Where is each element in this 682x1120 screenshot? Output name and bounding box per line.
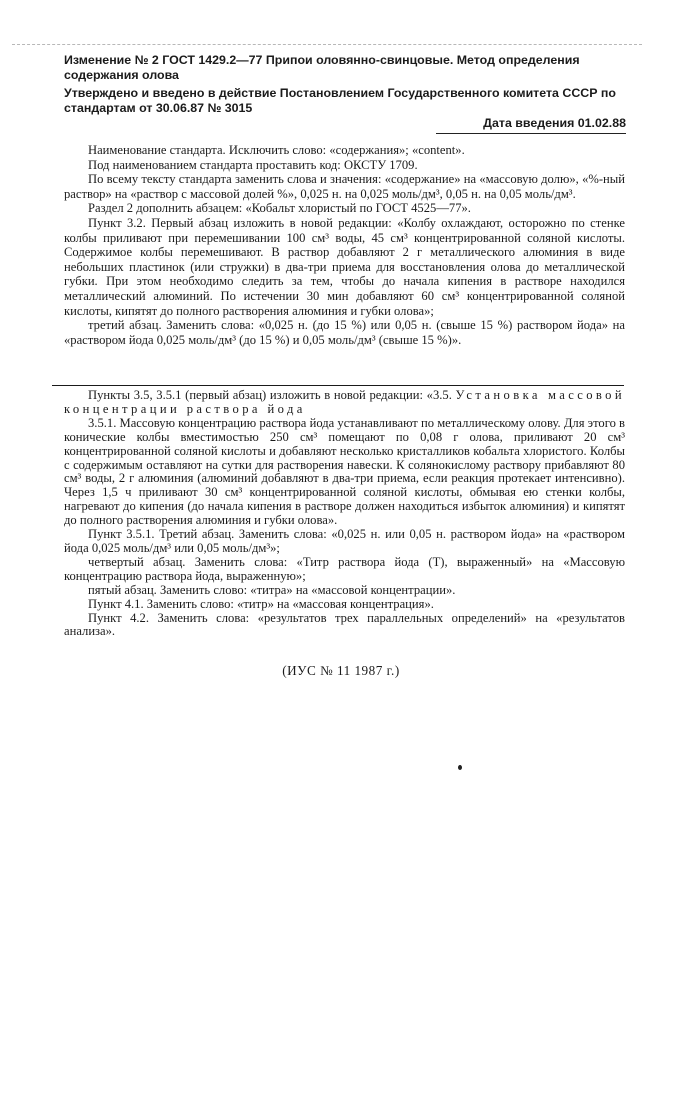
paragraph: Раздел 2 дополнить абзацем: «Кобальт хлористый по ГОСТ 4525—77».	[88, 201, 471, 216]
paragraph: четвертый абзац. Заменить слова: «Титр раствора йода (Т), выраженный» на «Массовую концентрацию раствора йода, выраженную»;	[64, 554, 625, 583]
approval-statement: Утверждено и введено в действие Постановлением Государственного комитета СССР по стандартам от 30.06.87 № 3015	[64, 86, 616, 115]
paragraph: 3.5.1. Массовую концентрацию раствора йода устанавливают по металлическому олову. Для этого в конические колбы вместимостью 250 см³ помещают по 0,08 г олова, приливают 20 см³ концентрированной соляной кислоты и добавляют несколько кристалликов кобальта хлористого. Колбы с содержимым оставляют на сутки для растворения навески. К солянокислому раствору прибавляют 80 см³ воды, 2 г алюминия (алюминий добавляют в два-три приема, если реакция протекает интенсивно). Через 1,5 ч приливают 30 см³ концентрированной соляной кислоты, обмывая ею стенки колбы, нагревают до кипения (до начала кипения в растворе должен находиться избыток алюминия) и кипятят до полного растворения алюминия и губки олова».	[64, 415, 625, 528]
paragraph: Пункт 3.2. Первый абзац изложить в новой редакции: «Колбу охлаждают, осторожно по стенке колбы приливают при перемешивании 100 см³ воды, 45 см³ концентрированной соляной кислоты. Содержимое колбы перемешивают. В раствор добавляют 2 г металлического алюминия в виде небольших пластинок (или стружки) в два-три приема для восстановления олова до металлической губки. При этом необходимо следить за тем, чтобы до начала кипения в растворе находился металлический алюминий. По истечении 30 мин добавляют 60 см³ концентрированной соляной кислоты, кипятят до полного растворения алюминия и губки олова»;	[64, 215, 625, 318]
paragraph: Наименование стандарта. Исключить слово: «содержания»; «content».	[88, 143, 465, 157]
amendment-section-1	[64, 143, 625, 347]
date-underline	[436, 133, 626, 134]
spaced-heading: Установка массовой концентрации раствора йода	[64, 388, 625, 416]
amendment-title: Изменение № 2 ГОСТ 1429.2—77 Припои оловянно-свинцовые. Метод определения содержания олова	[64, 53, 580, 82]
paragraph	[64, 389, 625, 417]
paragraph: Пункт 4.1. Заменить слово: «титр» на «массовая концентрация».	[88, 596, 434, 611]
paragraph: По всему тексту стандарта заменить слова и значения: «содержание» на «массовую долю», «%-ный раствор» на «раствор с массовой долей %», 0,025 н. на 0,025 моль/дм³, 0,05 н. на 0,05 моль/дм³.	[64, 172, 625, 201]
paragraph: Пункт 3.5.1. Третий абзац. Заменить слова: «0,025 н. или 0,05 н. раствором йода» на «раствором йода 0,025 моль/дм³ или 0,05 моль/дм³»;	[64, 527, 625, 555]
paragraph: Под наименованием стандарта проставить код: ОКСТУ 1709.	[88, 157, 418, 172]
page-separator-rule	[52, 385, 624, 386]
paragraph: пятый абзац. Заменить слово: «титра» на «массовой концентрации».	[88, 582, 456, 597]
paragraph: третий абзац. Заменить слова: «0,025 н. (до 15 %) или 0,05 н. (свыше 15 %) раствором йода» на «раствором йода 0,025 моль/дм³ (до 15 %) и 0,05 моль/дм³ (свыше 15 %)».	[64, 318, 625, 347]
paragraph-text: Пункты 3.5, 3.5.1 (первый абзац) изложить в новой редакции: «3.5.	[88, 388, 452, 402]
paragraph: Пункт 4.2. Заменить слова: «результатов трех параллельных определений» на «результатов анализа».	[64, 610, 625, 639]
amendment-section-2	[64, 389, 625, 639]
effective-date: Дата введения 01.02.88	[483, 116, 626, 130]
ink-speck	[458, 765, 462, 770]
source-reference: (ИУС № 11 1987 г.)	[282, 663, 400, 678]
top-border-rule	[12, 44, 642, 45]
